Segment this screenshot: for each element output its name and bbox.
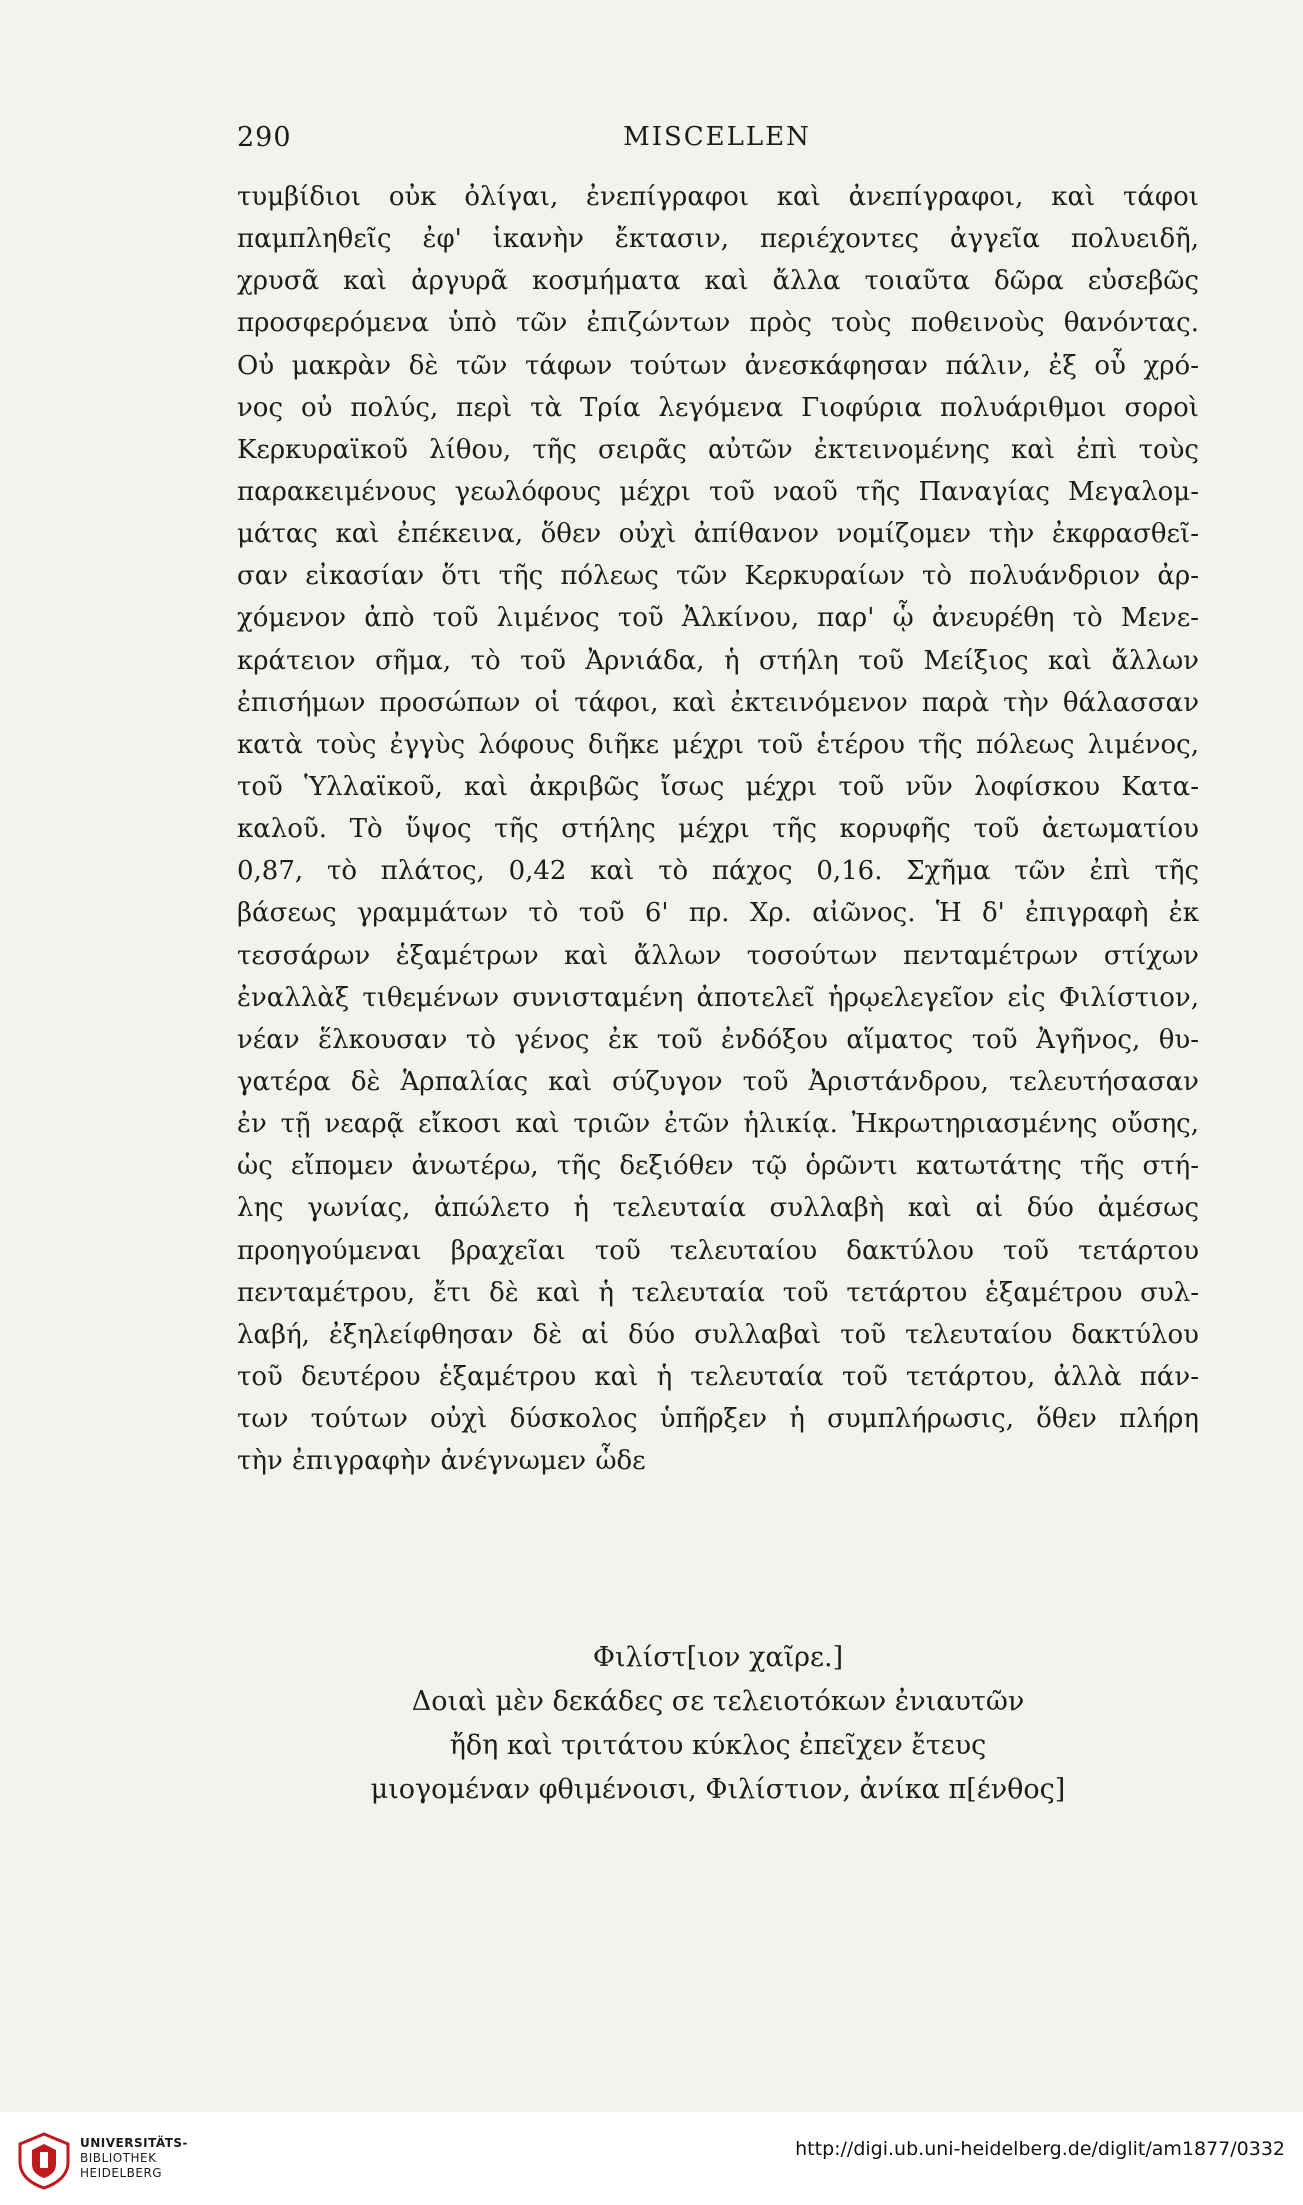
text-line: καλοῦ. Τὸ ὕψος τῆς στήλης μέχρι τῆς κορυφῆς τοῦ ἀετωματίου xyxy=(237,814,1199,845)
text-line: προηγούμεναι βραχεῖαι τοῦ τελευταίου δακτύλου τοῦ τετάρτου xyxy=(237,1235,1199,1266)
text-line: Οὐ μακρὰν δὲ τῶν τάφων τούτων ἀνεσκάφησαν πάλιν, ἐξ οὗ χρό- xyxy=(237,350,1199,381)
body-text xyxy=(237,176,1199,1482)
text-line: ἐναλλὰξ τιθεμένων συνισταμένη ἀποτελεῖ ἡρῳελεγεῖον εἰς Φιλίστιον, xyxy=(237,982,1199,1013)
text-line: λης γωνίας, ἀπώλετο ἡ τελευταία συλλαβὴ καὶ αἱ δύο ἀμέσως xyxy=(237,1193,1199,1224)
text-line: κράτειον σῆμα, τὸ τοῦ Ἀρνιάδα, ἡ στήλη τοῦ Μείξιος καὶ ἄλλων xyxy=(237,645,1199,676)
footer-bar xyxy=(0,2112,1303,2205)
poem-title: Φιλίστ[ιον χαῖρε.] xyxy=(592,1642,844,1673)
text-line: τοῦ δευτέρου ἑξαμέτρου καὶ ἡ τελευταία τοῦ τετάρτου, ἀλλὰ πάν- xyxy=(237,1361,1199,1392)
text-line: προσφερόμενα ὑπὸ τῶν ἐπιζώντων πρὸς τοὺς ποθεινοὺς θανόντας. xyxy=(237,308,1199,339)
text-line: τυμβίδιοι οὐκ ὀλίγαι, ἐνεπίγραφοι καὶ ἀνεπίγραφοι, καὶ τάφοι xyxy=(237,182,1199,212)
text-line: παρακειμένους γεωλόφους μέχρι τοῦ ναοῦ τῆς Παναγίας Μεγαλομ- xyxy=(237,476,1199,507)
poem-verse: ἤδη καὶ τριτάτου κύκλος ἐπεῖχεν ἔτευς xyxy=(449,1730,987,1761)
text-line: ἐν τῇ νεαρᾷ εἴκοσι καὶ τριῶν ἐτῶν ἡλικίᾳ. Ἠκρωτηριασμένης οὔσης, xyxy=(237,1109,1199,1140)
text-line: Κερκυραϊκοῦ λίθου, τῆς σειρᾶς αὐτῶν ἐκτεινομένης καὶ ἐπὶ τοὺς xyxy=(237,434,1199,465)
library-line: BIBLIOTHEK xyxy=(80,2151,157,2165)
text-line: τεσσάρων ἑξαμέτρων καὶ ἄλλων τοσούτων πενταμέτρων στίχων xyxy=(237,940,1199,971)
text-line: νος οὐ πολύς, περὶ τὰ Τρία λεγόμενα Γιοφύρια πολυάριθμοι σοροὶ xyxy=(237,392,1199,423)
university-seal-icon xyxy=(14,2130,74,2190)
text-line: χρυσᾶ καὶ ἀργυρᾶ κοσμήματα καὶ ἄλλα τοιαῦτα δῶρα εὐσεβῶς xyxy=(237,266,1199,297)
text-line: ἐπισήμων προσώπων οἱ τάφοι, καὶ ἐκτεινόμενον παρὰ τὴν θάλασσαν xyxy=(237,687,1199,718)
library-name xyxy=(80,2136,188,2181)
poem-verse: μιογομέναν φθιμένοισι, Φιλίστιον, ἀνίκα π[ένθος] xyxy=(370,1774,1066,1805)
poem-verse: Δοιαὶ μὲν δεκάδες σε τελειοτόκων ἐνιαυτῶν xyxy=(411,1686,1025,1717)
text-line: γατέρα δὲ Ἁρπαλίας καὶ σύζυγον τοῦ Ἀριστάνδρου, τελευτήσασαν xyxy=(237,1066,1199,1097)
text-line: σαν εἰκασίαν ὅτι τῆς πόλεως τῶν Κερκυραίων τὸ πολυάνδριον ἀρ- xyxy=(237,561,1199,592)
text-line: πενταμέτρου, ἔτι δὲ καὶ ἡ τελευταία τοῦ τετάρτου ἑξαμέτρου συλ- xyxy=(237,1277,1199,1308)
text-line: μάτας καὶ ἐπέκεινα, ὅθεν οὐχὶ ἀπίθανον νομίζομεν τὴν ἐκφρασθεῖ- xyxy=(237,519,1199,550)
inscription-poem xyxy=(237,1636,1199,1812)
text-line: κατὰ τοὺς ἐγγὺς λόφους διῆκε μέχρι τοῦ ἑτέρου τῆς πόλεως λιμένος, xyxy=(237,729,1199,760)
text-line: παμπληθεῖς ἐφ' ἱκανὴν ἔκτασιν, περιέχοντες ἀγγεῖα πολυειδῆ, xyxy=(237,224,1199,255)
text-line: ὡς εἴπομεν ἀνωτέρω, τῆς δεξιόθεν τῷ ὁρῶντι κατωτάτης τῆς στή- xyxy=(237,1151,1199,1182)
text-line: νέαν ἕλκουσαν τὸ γένος ἐκ τοῦ ἐνδόξου αἵματος τοῦ Ἀγῆνος, θυ- xyxy=(237,1024,1199,1055)
page-number: 290 xyxy=(237,122,292,153)
text-line: 0,87, τὸ πλάτος, 0,42 καὶ τὸ πάχος 0,16. Σχῆμα τῶν ἐπὶ τῆς xyxy=(237,856,1199,887)
running-head: MISCELLEN xyxy=(623,122,811,152)
library-line: HEIDELBERG xyxy=(80,2166,163,2180)
source-link[interactable]: http://digi.ub.uni-heidelberg.de/diglit/am1877/0332 xyxy=(795,2138,1285,2160)
page-header xyxy=(237,122,1197,162)
text-line: τὴν ἐπιγραφὴν ἀνέγνωμεν ὧδε xyxy=(237,1446,646,1477)
text-line: τοῦ Ὑλλαϊκοῦ, καὶ ἀκριβῶς ἴσως μέχρι τοῦ νῦν λοφίσκου Κατα- xyxy=(237,771,1199,802)
library-line: UNIVERSITÄTS- xyxy=(80,2136,189,2150)
text-line: των τούτων οὐχὶ δύσκολος ὑπῆρξεν ἡ συμπλήρωσις, ὅθεν πλήρη xyxy=(237,1404,1199,1435)
text-line: λαβή, ἐξηλείφθησαν δὲ αἱ δύο συλλαβαὶ τοῦ τελευταίου δακτύλου xyxy=(237,1319,1199,1350)
text-line: βάσεως γραμμάτων τὸ τοῦ 6' πρ. Χρ. αἰῶνος. Ἡ δ' ἐπιγραφὴ ἐκ xyxy=(237,898,1199,929)
text-line: χόμενον ἀπὸ τοῦ λιμένος τοῦ Ἀλκίνου, παρ' ᾧ ἀνευρέθη τὸ Μενε- xyxy=(237,603,1199,634)
